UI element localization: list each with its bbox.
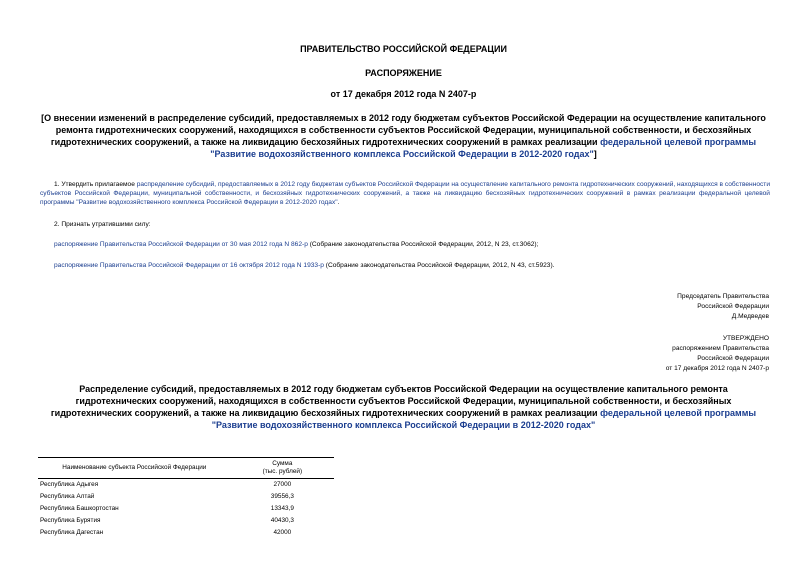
paragraph-2: 2. Признать утратившими силу:	[54, 221, 151, 228]
signature-line-3: Д.Медведев	[731, 313, 769, 320]
distribution-link[interactable]: распределение субсидий, предоставляемых в 2012 году бюджетам субъектов Российской Федерации на осуществление капитального ремонта гидротехнических сооружений, находящихся в собственности субъектов Российской Федерации, муниципальной собственности, и бесхозяйных гидротехнических сооружений, а также на ликвидацию бесхозяйных гидротехнических сооружений в рамках реализации федеральной целевой программы "Развитие водохозяйственного комплекса Российской Федерации в 2012-2020 годах"	[40, 181, 770, 206]
column-header-sum-line-2: (тыс. рублей)	[262, 468, 303, 475]
order-862-link[interactable]: распоряжение Правительства Российской Федерации от 30 мая 2012 года N 862-р	[54, 241, 308, 248]
paragraph-4-rest: (Собрание законодательства Российской Федерации, 2012, N 43, ст.5923).	[323, 262, 555, 269]
paragraph-1-suffix: .	[337, 199, 340, 206]
column-header-region: Наименование субъекта Российской Федерации	[38, 458, 231, 479]
region-sum: 40430,3	[270, 517, 294, 524]
doc-type-heading: РАСПОРЯЖЕНИЕ	[365, 68, 442, 78]
distribution-title-text: Распределение субсидий, предоставляемых в 2012 году бюджетам субъектов Российской Федерации на осуществление капитального ремонта гидротехнических сооружений, находящихся в собственности субъектов Российской Федерации, муниципальной собственности, и бесхозяйных гидротехнических сооружений, а также на ликвидацию бесхозяйных гидротехнических сооружений в рамках реализации	[50, 384, 732, 418]
approved-line-1: УТВЕРЖДЕНО	[722, 335, 769, 342]
paragraph-1	[40, 180, 770, 207]
approved-line-2: распоряжением Правительства	[672, 345, 769, 352]
order-1933-link[interactable]: распоряжение Правительства Российской Федерации от 16 октября 2012 года N 1933-р	[54, 262, 324, 269]
distribution-title	[38, 383, 769, 431]
region-name: Республика Дагестан	[40, 529, 104, 536]
paragraph-1-prefix: 1. Утвердить прилагаемое	[54, 181, 137, 188]
region-name: Республика Алтай	[40, 493, 95, 500]
table-row	[38, 491, 334, 503]
region-name: Республика Адыгея	[40, 481, 99, 488]
document-title-tail: ]	[593, 149, 597, 159]
government-heading: ПРАВИТЕЛЬСТВО РОССИЙСКОЙ ФЕДЕРАЦИИ	[300, 44, 507, 54]
region-sum: 13343,9	[270, 505, 294, 512]
paragraph-3	[54, 241, 538, 248]
approved-line-4: от 17 декабря 2012 года N 2407-р	[665, 365, 769, 372]
distribution-program-link[interactable]: федеральной целевой программы "Развитие водохозяйственного комплекса Российской Федерации в 2012-2020 годах"	[211, 408, 757, 430]
table-row	[38, 479, 334, 492]
approved-block	[569, 334, 769, 374]
table-row	[38, 515, 334, 527]
document-title-text: [О внесении изменений в распределение субсидий, предоставляемых в 2012 году бюджетам субъектов Российской Федерации на осуществление капитального ремонта гидротехнических сооружений, находящихся в собственности субъектов Российской Федерации, муниципальной собственности, и бесхозяйных гидротехнических сооружений, а также на ликвидацию бесхозяйных гидротехнических сооружений в рамках реализации	[41, 113, 766, 147]
column-header-sum-line-1: Сумма	[272, 460, 293, 467]
signature-line-2: Российской Федерации	[697, 303, 769, 310]
table-row	[38, 527, 334, 539]
paragraph-3-rest: (Собрание законодательства Российской Федерации, 2012, N 23, ст.3062);	[307, 241, 539, 248]
region-name: Республика Башкортостан	[40, 505, 119, 512]
region-name: Республика Бурятия	[40, 517, 101, 524]
approved-line-3: Российской Федерации	[697, 355, 769, 362]
doc-date-number: от 17 декабря 2012 года N 2407-р	[330, 89, 477, 99]
paragraph-4	[54, 262, 555, 269]
subsidy-table	[38, 457, 334, 539]
signature-block	[569, 292, 769, 322]
region-sum: 42000	[273, 529, 292, 536]
table-row	[38, 503, 334, 515]
region-sum: 39556,3	[270, 493, 294, 500]
program-link[interactable]: федеральной целевой программы "Развитие водохозяйственного комплекса Российской Федерации в 2012-2020 годах"	[210, 137, 757, 159]
region-sum: 27000	[273, 481, 292, 488]
signature-line-1: Председатель Правительства	[677, 293, 769, 300]
table-header-row	[38, 458, 334, 479]
document-title	[38, 112, 769, 160]
column-header-sum	[231, 458, 334, 479]
